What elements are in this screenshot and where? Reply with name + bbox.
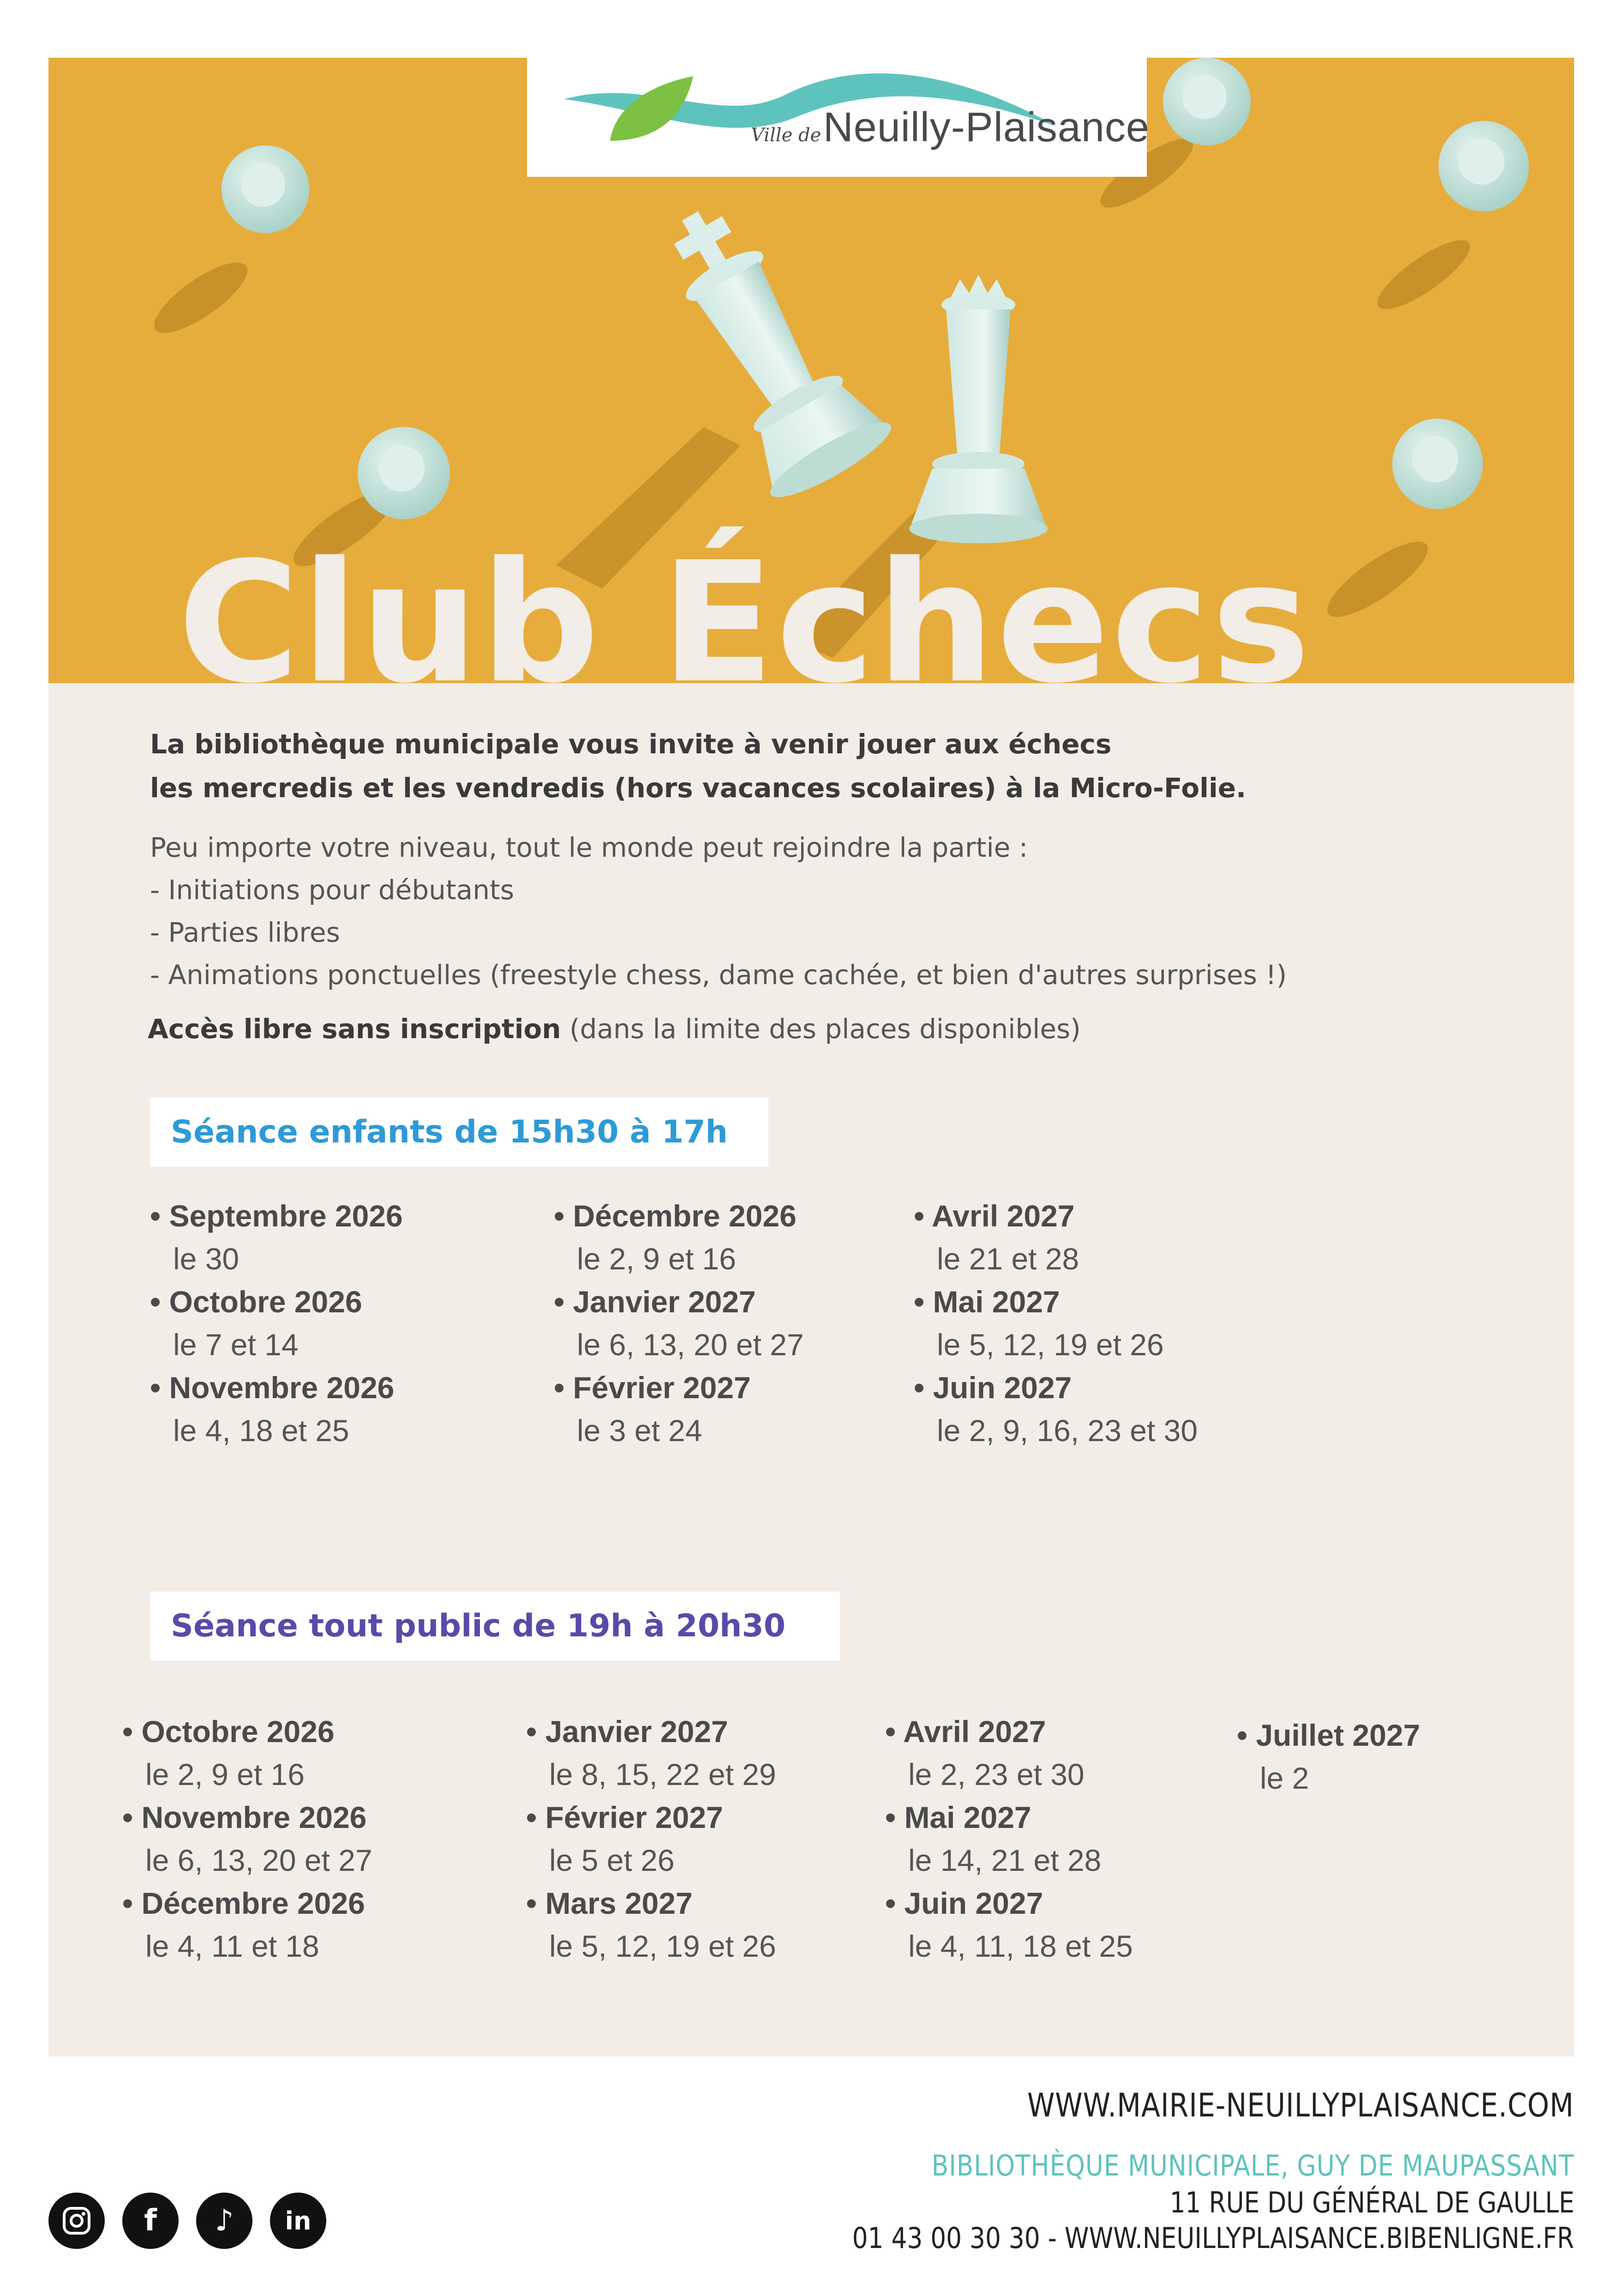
library-address: 11 RUE DU GÉNÉRAL DE GAULLE: [1169, 2186, 1574, 2219]
access-note: [148, 1013, 1081, 1045]
queen-icon: [909, 275, 1048, 543]
pawn-icon: [358, 427, 450, 519]
schedule-dates: le 4, 11 et 18: [145, 1929, 319, 1963]
schedule-month: • Février 2027: [554, 1370, 751, 1405]
schedule-dates: le 5, 12, 19 et 26: [937, 1328, 1164, 1362]
schedule-month: • Septembre 2026: [150, 1199, 403, 1233]
schedule-month: • Janvier 2027: [554, 1285, 756, 1319]
kids-session-label: Séance enfants de 15h30 à 17h: [150, 1098, 768, 1167]
public-column: [1237, 1714, 1420, 1800]
schedule-dates: le 2, 9 et 16: [577, 1242, 736, 1276]
library-contact[interactable]: 01 43 00 30 30 - WWW.NEUILLYPLAISANCE.BIBENLIGNE.FR: [852, 2221, 1574, 2255]
kids-column: [150, 1195, 403, 1452]
public-column: [122, 1710, 372, 1968]
pawn-icon: [1438, 121, 1529, 211]
website-link[interactable]: WWW.MAIRIE-NEUILLYPLAISANCE.COM: [1027, 2086, 1574, 2124]
pawn-icon: [1163, 58, 1251, 145]
schedule-dates: le 4, 11, 18 et 25: [908, 1929, 1133, 1963]
public-column: [885, 1710, 1133, 1968]
description-item: - Initiations pour débutants: [150, 874, 514, 906]
pawn-icon: [222, 145, 309, 233]
description-item: - Parties libres: [150, 917, 340, 948]
schedule-month: • Février 2027: [526, 1800, 723, 1834]
schedule-month: • Novembre 2026: [150, 1370, 395, 1405]
schedule-month: • Mai 2027: [885, 1800, 1031, 1834]
description-item: - Animations ponctuelles (freestyle chess, dame cachée, et bien d'autres surprises !): [150, 959, 1287, 991]
pawn-icon: [1392, 419, 1483, 509]
intro-line-2: les mercredis et les vendredis (hors vacances scolaires) à la Micro-Folie.: [150, 772, 1246, 804]
schedule-month: • Mai 2027: [914, 1285, 1060, 1319]
schedule-dates: le 14, 21 et 28: [908, 1843, 1102, 1877]
instagram-glyph: [60, 2205, 93, 2237]
logo-prefix: Ville de: [751, 125, 821, 146]
schedule-month: • Octobre 2026: [150, 1285, 362, 1319]
schedule-dates: le 5, 12, 19 et 26: [549, 1929, 776, 1963]
logo-name: Neuilly-Plaisance: [823, 104, 1150, 150]
schedule-dates: le 2, 9, 16, 23 et 30: [937, 1413, 1198, 1448]
schedule-dates: le 7 et 14: [173, 1328, 299, 1362]
facebook-icon[interactable]: [122, 2193, 179, 2249]
schedule-month: • Juin 2027: [885, 1886, 1043, 1920]
description-lead: Peu importe votre niveau, tout le monde peut rejoindre la partie :: [150, 832, 1028, 863]
facebook-glyph: f: [144, 2204, 157, 2238]
schedule-month: • Juillet 2027: [1237, 1718, 1420, 1752]
schedule-dates: le 6, 13, 20 et 27: [577, 1328, 804, 1362]
schedule-dates: le 2: [1260, 1761, 1309, 1795]
library-name: BIBLIOTHÈQUE MUNICIPALE, GUY DE MAUPASSANT: [931, 2149, 1574, 2182]
public-session-label: Séance tout public de 19h à 20h30: [150, 1592, 840, 1661]
schedule-month: • Avril 2027: [885, 1714, 1046, 1749]
schedule-dates: le 4, 18 et 25: [173, 1413, 349, 1448]
linkedin-icon[interactable]: [270, 2193, 326, 2249]
page-title: Club Échecs: [178, 526, 1312, 683]
schedule-dates: le 21 et 28: [937, 1242, 1079, 1276]
tiktok-glyph: ♪: [215, 2204, 234, 2238]
schedule-month: • Juin 2027: [914, 1370, 1072, 1405]
logo: [527, 58, 1150, 177]
intro-text: [150, 722, 1246, 810]
intro-line-1: La bibliothèque municipale vous invite à venir jouer aux échecs: [150, 728, 1112, 760]
description: [150, 826, 1287, 996]
public-column: [526, 1710, 776, 1968]
schedule-dates: le 6, 13, 20 et 27: [145, 1843, 372, 1877]
access-bold: Accès libre sans inscription: [148, 1013, 561, 1045]
schedule-dates: le 30: [173, 1242, 240, 1276]
access-rest: (dans la limite des places disponibles): [561, 1013, 1081, 1045]
schedule-dates: le 5 et 26: [549, 1843, 675, 1877]
schedule-month: • Mars 2027: [526, 1886, 693, 1920]
schedule-month: • Janvier 2027: [526, 1714, 728, 1749]
schedule-dates: le 2, 23 et 30: [908, 1757, 1085, 1791]
schedule-dates: le 2, 9 et 16: [145, 1757, 305, 1791]
schedule-dates: le 8, 15, 22 et 29: [549, 1757, 776, 1791]
schedule-month: • Décembre 2026: [122, 1886, 365, 1920]
schedule-month: • Décembre 2026: [554, 1199, 797, 1233]
instagram-icon[interactable]: [48, 2193, 105, 2249]
kids-column: [914, 1195, 1198, 1452]
schedule-month: • Novembre 2026: [122, 1800, 367, 1834]
kids-column: [554, 1195, 804, 1452]
linkedin-glyph: in: [285, 2206, 312, 2236]
schedule-month: • Avril 2027: [914, 1199, 1075, 1233]
tiktok-icon[interactable]: [196, 2193, 252, 2249]
schedule-dates: le 3 et 24: [577, 1413, 702, 1448]
schedule-month: • Octobre 2026: [122, 1714, 335, 1749]
